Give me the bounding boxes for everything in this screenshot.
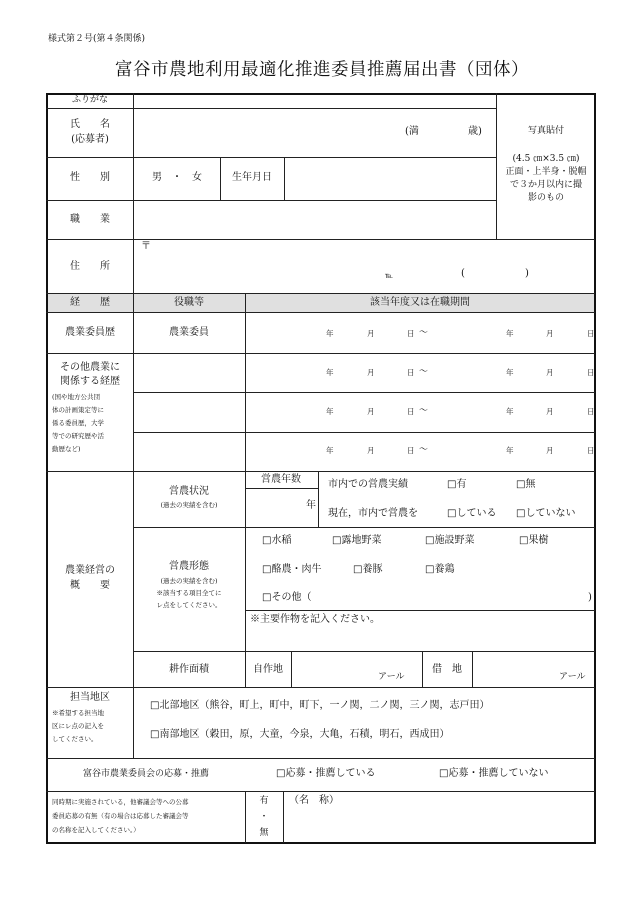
rent-land-label: 借 地 — [432, 664, 462, 675]
district-note-1: ※希望する担当地 — [52, 709, 104, 717]
outer-border-left — [46, 93, 48, 844]
period-tilde: ～ — [419, 445, 429, 455]
vrule-label-col — [133, 93, 134, 353]
period-start-month: 月 — [367, 368, 375, 377]
vrule-years — [318, 471, 319, 527]
committee-history-label: 農業委員歴 — [65, 327, 115, 338]
outer-border-right — [594, 93, 596, 844]
concurrent-no-option[interactable]: 無 — [259, 828, 269, 838]
vrule-own — [291, 651, 292, 687]
period-end-month: 月 — [546, 446, 554, 455]
tel-paren-open: ( — [461, 268, 465, 279]
photo-line-3: 影のもの — [527, 193, 565, 203]
other-role-field-1[interactable] — [135, 356, 243, 390]
tel-paren-close: ) — [525, 268, 529, 279]
period-tilde: ～ — [419, 406, 429, 416]
period-start-day: 日 — [407, 446, 415, 455]
type-other-field[interactable] — [322, 590, 584, 606]
concurrent-yes-option[interactable]: 有 — [259, 796, 269, 806]
vrule-role — [245, 293, 246, 471]
vrule-label-col-4 — [133, 687, 134, 758]
other-career-note-3: 係る委員歴，大学 — [52, 419, 104, 427]
rule-years-sub — [245, 488, 318, 489]
period-tilde: ～ — [419, 328, 429, 338]
years-field[interactable] — [248, 492, 304, 522]
period-start-month: 月 — [367, 329, 375, 338]
type-other-close: ) — [588, 592, 592, 603]
period-end-month: 月 — [546, 368, 554, 377]
rule-career-header — [46, 312, 595, 313]
current-doing-checkbox[interactable]: □している — [447, 508, 497, 519]
rent-land-unit: アール — [559, 672, 586, 682]
career-header-shade — [46, 293, 594, 312]
current-label: 現在，市内で営農を — [328, 508, 418, 519]
period-end-year: 年 — [506, 446, 514, 455]
rule-area — [46, 687, 595, 688]
type-note-2: ※該当する項目全てに — [156, 589, 222, 597]
recommend-yes-checkbox[interactable]: □応募・推薦している — [276, 768, 376, 779]
rule-name — [46, 157, 496, 158]
concurrent-line-2: 委員応募の有無（有の場合は応募した審議会等 — [52, 812, 189, 820]
vrule-farming — [245, 471, 246, 687]
period-end-month: 月 — [546, 407, 554, 416]
concurrent-line-1: 同時期に実施されている，他審議会等への公募 — [52, 798, 189, 806]
concurrent-name-field[interactable] — [289, 810, 589, 840]
period-end-year: 年 — [506, 329, 514, 338]
rule-committee — [46, 353, 595, 354]
status-label: 営農状況 — [169, 486, 209, 497]
record-yes-checkbox[interactable]: □有 — [447, 479, 467, 490]
other-career-note-4: 等での研究歴や活 — [52, 432, 104, 440]
area-label: 耕作面積 — [169, 664, 209, 675]
tel-field[interactable] — [470, 268, 522, 284]
address-label: 住 所 — [70, 261, 110, 272]
vrule-birth — [284, 157, 285, 200]
occupation-label: 職 業 — [70, 214, 110, 225]
outer-border-top — [46, 93, 595, 95]
type-label: 営農形態 — [169, 561, 209, 572]
period-start-month: 月 — [367, 446, 375, 455]
period-start-year: 年 — [326, 407, 334, 416]
period-start-month: 月 — [367, 407, 375, 416]
vrule-photo — [496, 93, 497, 239]
gender-options[interactable]: 男 ・ 女 — [152, 172, 202, 183]
age-close: 歳) — [468, 126, 482, 137]
gender-label: 性 別 — [70, 172, 110, 183]
other-career-note-1: (国や地方公共団 — [52, 393, 101, 401]
district-south-checkbox[interactable]: □南部地区（穀田，原，大童，今泉，大亀，石積，明石，西成田） — [150, 729, 450, 740]
vrule-concurrent-2 — [283, 791, 284, 843]
concurrent-name-label: （名 称） — [289, 795, 339, 806]
record-label: 市内での営農実績 — [328, 479, 408, 490]
period-end-year: 年 — [506, 368, 514, 377]
rule-other-2 — [133, 432, 595, 433]
form-number: 様式第２号(第４条関係) — [48, 34, 146, 44]
other-career-note-2: 体の計画策定等に — [52, 406, 104, 414]
status-note: (過去の実績を含む) — [160, 501, 218, 509]
period-end-year: 年 — [506, 407, 514, 416]
birth-label: 生年月日 — [232, 172, 272, 183]
period-start-day: 日 — [407, 368, 415, 377]
recommend-no-checkbox[interactable]: □応募・推薦していない — [439, 768, 549, 779]
period-end-month: 月 — [546, 329, 554, 338]
rule-other-end — [46, 471, 595, 472]
rule-status — [133, 527, 595, 528]
period-start-year: 年 — [326, 368, 334, 377]
period-end-day: 日 — [587, 329, 595, 338]
tel-label: ℡ — [385, 271, 394, 280]
period-end-day: 日 — [587, 407, 595, 416]
rent-land-field[interactable] — [475, 653, 555, 685]
period-start-year: 年 — [326, 329, 334, 338]
vrule-gender — [220, 157, 221, 200]
vrule-label-col-3 — [133, 471, 134, 687]
vrule-concurrent — [245, 791, 246, 843]
other-career-note-5: 動歴など) — [52, 445, 81, 453]
period-tilde: ～ — [419, 367, 429, 377]
vrule-rent-label — [422, 651, 423, 687]
rule-other-1 — [133, 392, 595, 393]
concurrent-separator: ・ — [259, 812, 269, 822]
rule-address — [46, 293, 595, 294]
furigana-label: ふりがな — [71, 95, 109, 105]
postal-mark: 〒 — [141, 241, 151, 252]
other-career-line-2: 関係する経歴 — [60, 376, 120, 387]
crops-field[interactable] — [250, 630, 590, 648]
photo-line-2: で３か月以内に撮 — [509, 180, 583, 190]
rule-gender — [46, 200, 496, 201]
other-role-field-3[interactable] — [135, 435, 243, 469]
career-header-role: 役職等 — [174, 297, 204, 308]
concurrent-line-3: の名称を記入してください。） — [52, 826, 140, 834]
period-end-day: 日 — [587, 368, 595, 377]
period-end-day: 日 — [587, 446, 595, 455]
photo-title: 写真貼付 — [527, 126, 565, 136]
type-note-3: レ点をしてください。 — [156, 601, 222, 609]
years-label: 営農年数 — [261, 474, 301, 485]
type-open-field-checkbox[interactable]: □露地野菜 — [332, 535, 382, 546]
birth-field[interactable] — [286, 160, 494, 198]
committee-role: 農業委員 — [169, 327, 209, 338]
type-greenhouse-checkbox[interactable]: □施設野菜 — [425, 535, 475, 546]
career-header-period: 該当年度又は在職期間 — [370, 297, 470, 308]
age-field[interactable] — [426, 124, 464, 140]
crops-note: ※主要作物を記入ください。 — [250, 614, 380, 625]
district-label: 担当地区 — [70, 692, 110, 703]
other-career-line-1: その他農業に — [60, 362, 120, 373]
type-rice-checkbox[interactable]: □水稲 — [262, 535, 292, 546]
career-header-label: 経 歴 — [70, 297, 110, 308]
rule-occupation — [46, 239, 595, 240]
type-poultry-checkbox[interactable]: □養鶏 — [425, 564, 455, 575]
type-pig-checkbox[interactable]: □養豚 — [353, 564, 383, 575]
rule-furigana — [46, 108, 496, 109]
type-dairy-beef-checkbox[interactable]: □酪農・肉牛 — [262, 564, 322, 575]
own-land-unit: アール — [378, 672, 405, 682]
period-start-day: 日 — [407, 407, 415, 416]
record-no-checkbox[interactable]: □無 — [516, 479, 536, 490]
name-field[interactable] — [135, 110, 385, 155]
rule-recommend — [46, 791, 595, 792]
address-field[interactable] — [155, 242, 585, 266]
age-open: (満 — [405, 126, 419, 137]
name-label: 氏 名 — [70, 119, 110, 130]
current-not-doing-checkbox[interactable]: □していない — [516, 508, 576, 519]
name-sub-label: (応募者) — [71, 134, 109, 145]
period-start-day: 日 — [407, 329, 415, 338]
district-note-2: 区にレ点の記入を — [52, 722, 104, 730]
recommend-label: 富谷市農業委員会の応募・推薦 — [82, 769, 210, 779]
outer-border-bottom — [46, 842, 595, 844]
farming-label-line-1: 農業経営の — [65, 565, 115, 576]
other-role-field-2[interactable] — [135, 395, 243, 429]
years-unit: 年 — [306, 500, 316, 511]
type-fruit-checkbox[interactable]: □果樹 — [519, 535, 549, 546]
occupation-field[interactable] — [135, 203, 493, 237]
rule-type — [133, 651, 595, 652]
district-north-checkbox[interactable]: □北部地区（熊谷，町上，町中，町下，一ノ関，二ノ関，三ノ関，志戸田） — [150, 700, 490, 711]
district-note-3: してください。 — [52, 735, 98, 743]
type-other-checkbox[interactable]: □その他（ — [262, 592, 312, 603]
type-note-1: (過去の実績を含む) — [160, 577, 218, 585]
furigana-field[interactable] — [135, 96, 493, 107]
page-title: 富谷市農地利用最適化推進委員推薦届出書（団体） — [115, 60, 529, 80]
rule-type-options — [245, 610, 595, 611]
photo-size: (4.5 ㎝×3.5 ㎝) — [512, 154, 580, 164]
photo-line-1: 正面・上半身・脱帽 — [505, 167, 587, 177]
vrule-label-col-2 — [133, 353, 134, 471]
period-start-year: 年 — [326, 446, 334, 455]
own-land-label: 自作地 — [253, 664, 283, 675]
vrule-rent — [472, 651, 473, 687]
farming-label-line-2: 概 要 — [70, 580, 110, 591]
own-land-field[interactable] — [294, 653, 374, 685]
rule-district — [46, 758, 595, 759]
